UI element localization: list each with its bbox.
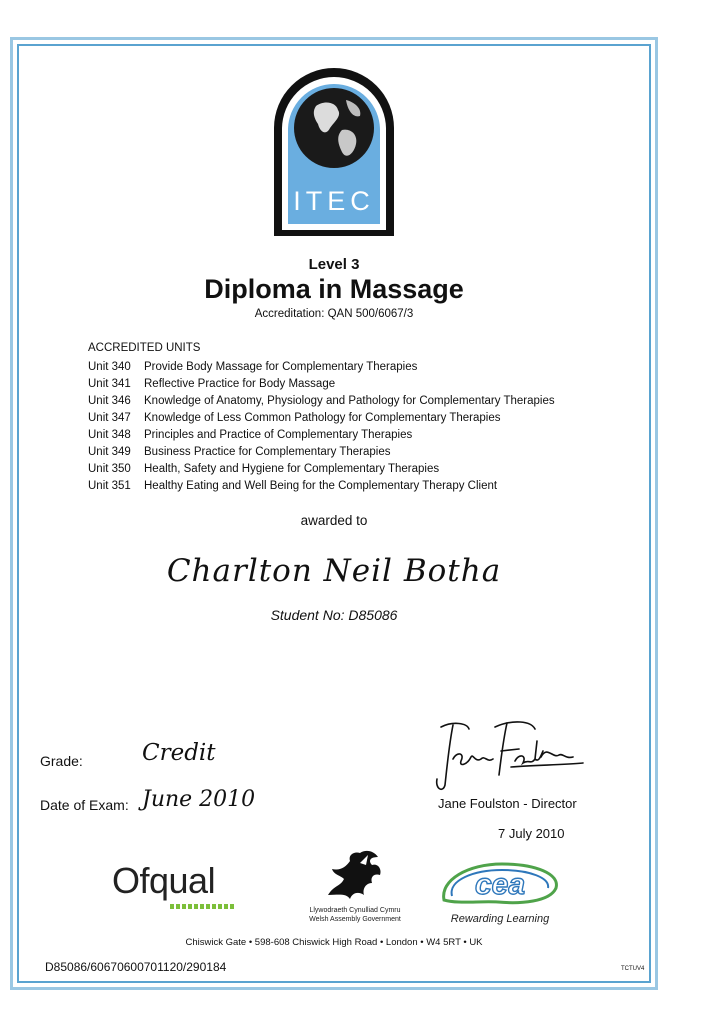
unit-code: Unit 351 (88, 480, 131, 492)
list-item (88, 393, 555, 410)
exam-date-value: June 2010 (142, 787, 256, 812)
student-number: Student No: D85086 (270, 607, 398, 623)
units-list (88, 359, 555, 495)
accreditation-number: Accreditation: QAN 500/6067/3 (254, 308, 414, 320)
itec-logo (272, 66, 396, 238)
list-item (88, 410, 555, 427)
welsh-assembly-logo (305, 845, 405, 935)
unit-code: Unit 348 (88, 429, 131, 441)
unit-code: Unit 347 (88, 412, 131, 424)
unit-name: Principles and Practice of Complementary Therapies (144, 429, 413, 441)
ofqual-dots (170, 904, 236, 909)
list-item (88, 359, 555, 376)
diploma-title: Diploma in Massage (204, 274, 464, 304)
ofqual-wordmark: Ofqual (112, 860, 216, 901)
unit-code: Unit 340 (88, 361, 131, 373)
director-signature (423, 715, 593, 795)
issue-date: 7 July 2010 (498, 826, 565, 841)
grade-value: Credit (142, 740, 216, 766)
unit-code: Unit 341 (88, 378, 131, 390)
unit-code: Unit 346 (88, 395, 131, 407)
list-item (88, 444, 555, 461)
unit-code: Unit 349 (88, 446, 131, 458)
director-name-title: Jane Foulston - Director (438, 796, 577, 811)
cea-logo (430, 860, 570, 930)
list-item (88, 461, 555, 478)
unit-name: Provide Body Massage for Complementary Therapies (144, 361, 418, 373)
unit-name: Healthy Eating and Well Being for the Complementary Therapy Client (144, 480, 498, 492)
awarded-to-label: awarded to (300, 513, 368, 528)
certificate-reference: D85086/60670600701120/290184 (45, 960, 227, 974)
logo-text: ITEC (293, 186, 375, 216)
unit-name: Business Practice for Complementary Therapies (144, 446, 391, 458)
unit-name: Health, Safety and Hygiene for Complementary Therapies (144, 463, 440, 475)
diploma-level: Level 3 (308, 256, 360, 273)
list-item (88, 478, 555, 495)
cea-mark-icon (438, 860, 562, 906)
exam-date-label: Date of Exam: (40, 797, 129, 813)
welsh-line-2: Welsh Assembly Government (309, 916, 401, 923)
unit-name: Reflective Practice for Body Massage (144, 378, 336, 390)
globe-icon (294, 88, 374, 168)
dragon-icon (320, 845, 390, 901)
list-item (88, 376, 555, 393)
unit-code: Unit 350 (88, 463, 131, 475)
ofqual-logo (112, 860, 252, 920)
unit-name: Knowledge of Less Common Pathology for Complementary Therapies (144, 412, 501, 424)
unit-name: Knowledge of Anatomy, Physiology and Pathology for Complementary Therapies (144, 395, 555, 407)
welsh-line-1: Llywodraeth Cynulliad Cymru (309, 907, 401, 914)
form-code: TCTUV4 (621, 966, 645, 972)
list-item (88, 427, 555, 444)
grade-label: Grade: (40, 753, 83, 769)
units-heading: ACCREDITED UNITS (88, 342, 201, 354)
recipient-name: Charlton Neil Botha (166, 553, 502, 589)
footer-address: Chiswick Gate • 598-608 Chiswick High Road • London • W4 5RT • UK (185, 937, 483, 948)
cea-tagline: Rewarding Learning (450, 913, 550, 925)
cea-logo-text: cea (474, 868, 526, 901)
